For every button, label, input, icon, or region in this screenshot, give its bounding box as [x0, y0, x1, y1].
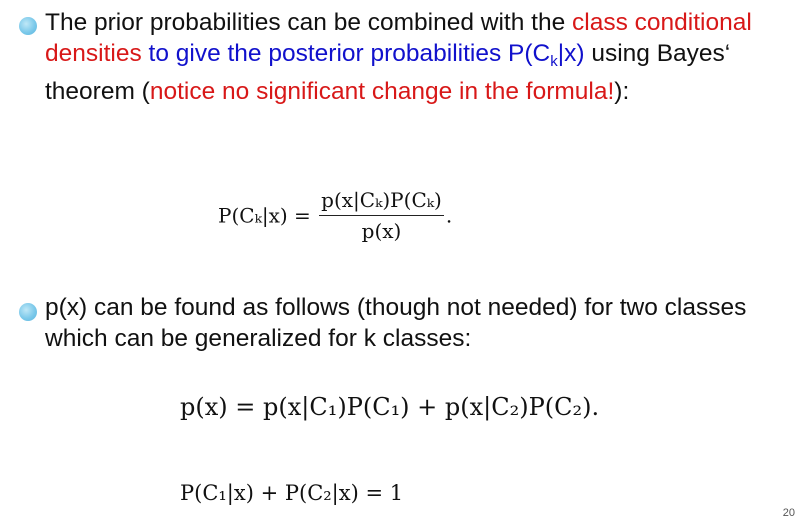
bayes-formula: [218, 188, 452, 243]
marginal-formula: p(x) = p(x|C₁)P(C₁) + p(x|C₂)P(C₂).: [180, 393, 600, 421]
bayes-lhs: P(Cₖ|x) =: [218, 203, 311, 228]
bullet-marker-2: [19, 303, 37, 321]
bayes-fraction: [319, 188, 444, 243]
bullet-text-2: p(x) can be found as follows (though not needed) for two classes which can be generalized for k classes:: [45, 294, 747, 352]
bayes-denominator: p(x): [361, 219, 402, 243]
bayes-numerator: p(x|Cₖ)P(Cₖ): [319, 188, 444, 216]
bullet-text-1: The prior probabilities can be combined with the class conditional densities to give the posterior probabilities $P(C_k|x)$ using Bayes‘ theorem (notice no significant change in the formula!):: [45, 9, 752, 105]
sum-to-one-formula: P(C₁|x) + P(C₂|x) = 1: [180, 481, 404, 505]
bayes-end: .: [445, 203, 453, 228]
bullet-marker-1: [19, 17, 37, 35]
page-number: 20: [782, 507, 795, 519]
